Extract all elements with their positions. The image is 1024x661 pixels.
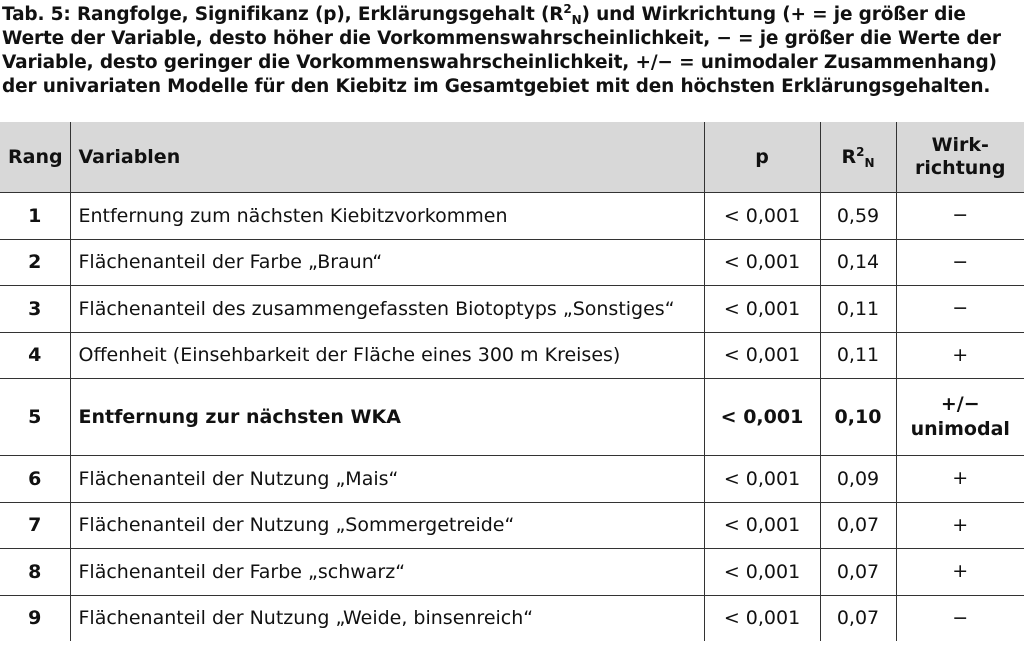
header-variable: Variablen: [70, 122, 704, 193]
cell-p: < 0,001: [704, 286, 820, 333]
cell-variable: Flächenanteil der Nutzung „Sommergetreide“: [70, 502, 704, 549]
table-body: [0, 193, 1024, 642]
cell-p: < 0,001: [704, 193, 820, 240]
cell-direction-line1: +/−: [940, 393, 980, 415]
cell-r2: 0,59: [820, 193, 896, 240]
header-r2-sup: 2: [856, 145, 865, 159]
cell-p: < 0,001: [704, 332, 820, 379]
table-row-highlighted: [0, 379, 1024, 456]
cell-p: < 0,001: [704, 456, 820, 503]
cell-r2: 0,14: [820, 239, 896, 286]
cell-variable: Entfernung zur nächsten WKA: [70, 379, 704, 456]
header-rank: Rang: [0, 122, 70, 193]
table-row: [0, 193, 1024, 240]
header-r2-main: R: [841, 146, 857, 168]
cell-variable: Offenheit (Einsehbarkeit der Fläche eines 300 m Kreises): [70, 332, 704, 379]
cell-r2: 0,07: [820, 502, 896, 549]
cell-direction-line2: unimodal: [910, 418, 1010, 440]
table-caption: [2, 3, 1022, 99]
header-p: p: [704, 122, 820, 193]
caption-superscript: 2: [563, 2, 572, 16]
caption-text-part2: ) und Wirkrichtung (+ = je größer die Werte der Variable, desto höher die Vorkommenswahrscheinlichkeit, − = je größer die Werte der Variable, desto geringer die Vorkommenswahrscheinlichkeit, +/− = unimodaler Zusammenhang) der univariaten Modelle für den Kiebitz im Gesamtgebiet mit den höchsten Erklärungsgehalten.: [2, 4, 1001, 97]
cell-rank: 6: [0, 456, 70, 503]
cell-r2: 0,11: [820, 286, 896, 333]
header-direction-line2: richtung: [915, 157, 1006, 179]
table-row: [0, 549, 1024, 596]
results-table: [0, 122, 1024, 641]
header-direction-line1: Wirk-: [931, 134, 989, 156]
cell-r2: 0,11: [820, 332, 896, 379]
cell-r2: 0,07: [820, 595, 896, 641]
header-r2: [820, 122, 896, 193]
cell-direction: +: [896, 502, 1024, 549]
cell-direction: −: [952, 606, 969, 629]
cell-p: < 0,001: [704, 595, 820, 641]
header-row: [0, 122, 1024, 193]
cell-direction: −: [896, 193, 1024, 240]
cell-variable: Flächenanteil der Farbe „schwarz“: [70, 549, 704, 596]
cell-r2: 0,07: [820, 549, 896, 596]
cell-variable: Flächenanteil der Farbe „Braun“: [70, 239, 704, 286]
cell-rank: 4: [0, 332, 70, 379]
cell-direction: +: [896, 456, 1024, 503]
cell-p: < 0,001: [704, 239, 820, 286]
cell-p: < 0,001: [704, 502, 820, 549]
cell-variable: Flächenanteil des zusammengefassten Biotoptyps „Sonstiges“: [70, 286, 704, 333]
cell-direction: −: [896, 286, 1024, 333]
cell-direction: +: [896, 549, 1024, 596]
cell-variable: Flächenanteil der Nutzung „Mais“: [70, 456, 704, 503]
cell-p: < 0,001: [704, 549, 820, 596]
caption-text-part1: Tab. 5: Rangfolge, Signifikanz (p), Erklärungsgehalt (R: [2, 4, 564, 25]
table-row: [0, 595, 1024, 641]
table-row: [0, 332, 1024, 379]
table-row: [0, 502, 1024, 549]
table-row: [0, 286, 1024, 333]
cell-rank: 3: [0, 286, 70, 333]
cell-r2: 0,10: [820, 379, 896, 456]
cell-rank: 8: [0, 549, 70, 596]
cell-direction: −: [896, 239, 1024, 286]
table-row: [0, 456, 1024, 503]
table-row: [0, 239, 1024, 286]
caption-subscript: N: [571, 13, 582, 27]
table-header: [0, 122, 1024, 193]
cell-direction: +: [896, 332, 1024, 379]
cell-variable: Flächenanteil der Nutzung „Weide, binsenreich“: [70, 595, 704, 641]
cell-rank: 5: [0, 379, 70, 456]
header-r2-sub: N: [864, 156, 875, 170]
cell-p: < 0,001: [704, 379, 820, 456]
cell-variable: Entfernung zum nächsten Kiebitzvorkommen: [70, 193, 704, 240]
cell-rank: 2: [0, 239, 70, 286]
header-direction: [896, 122, 1024, 193]
cell-rank: 1: [0, 193, 70, 240]
cell-rank: 7: [0, 502, 70, 549]
cell-direction: [896, 379, 1024, 456]
cell-r2: 0,09: [820, 456, 896, 503]
cell-rank: 9: [0, 595, 70, 641]
